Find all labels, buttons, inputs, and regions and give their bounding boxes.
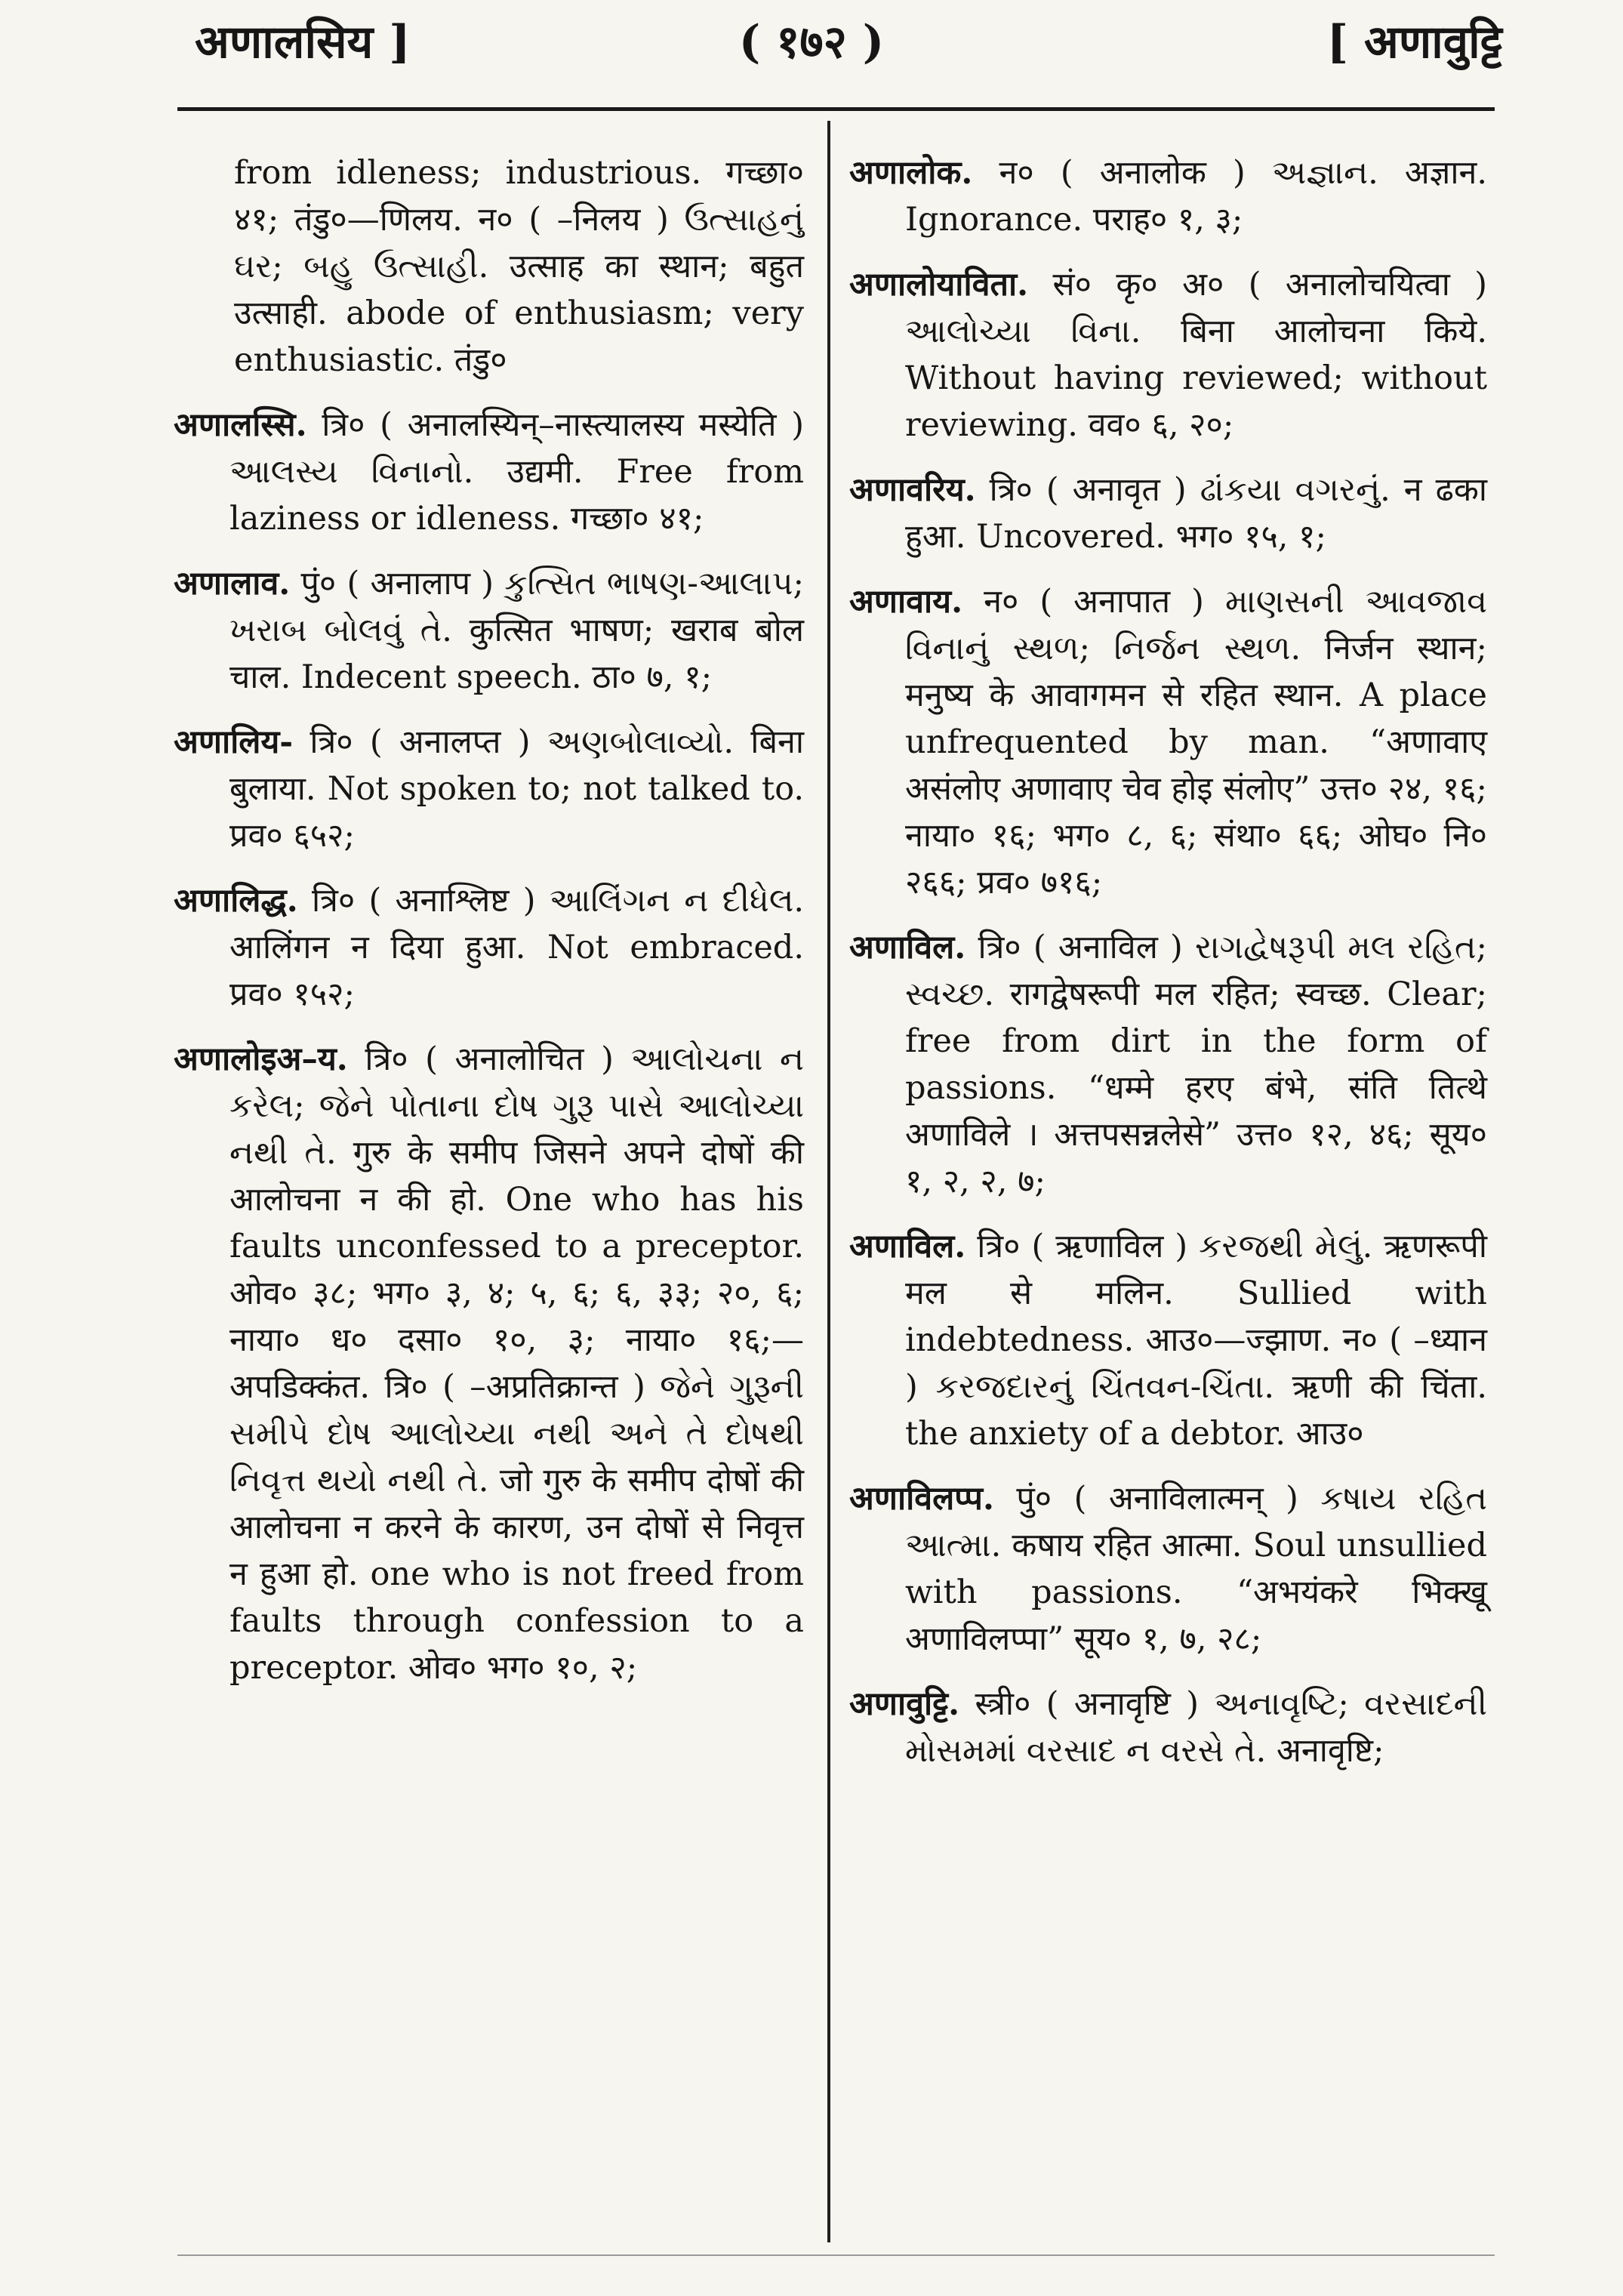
entry-headword: अणालिय- <box>174 723 294 761</box>
left-column <box>174 149 804 1709</box>
dictionary-entry <box>174 149 804 384</box>
entry-text: त्रि० ( अनाश्लिष्ट ) આલિંગન ન દીધેલ. आलिंगन न दिया हुआ. Not embraced. प्रव० १५२; <box>229 882 804 1013</box>
dictionary-entry <box>849 261 1487 448</box>
entry-text: त्रि० ( ऋणाविल ) કરજથી મેલું. ऋणरूपी मल से मलिन. Sullied with indebtedness. आउ०—ज्झाण. न० ( –ध्यान ) કરજદારનું ચિંતવન-ચિંતા. ऋणी की चिंता. the anxiety of a debtor. आउ० <box>905 1228 1487 1453</box>
dictionary-entry <box>174 719 804 859</box>
entry-headword: अणालोइअ–य. <box>174 1040 348 1078</box>
dictionary-entry <box>849 467 1487 560</box>
entry-text: त्रि० ( अनावृत ) ઢાંકયા વગરનું. न ढका हुआ. Uncovered. भग० १५, १; <box>905 471 1487 556</box>
entry-headword: अणावाय. <box>849 583 963 621</box>
dictionary-entry <box>174 560 804 701</box>
dictionary-entry <box>849 1223 1487 1457</box>
header-rule <box>177 107 1495 111</box>
bottom-edge-line <box>177 2254 1495 2256</box>
entry-headword: अणाविल. <box>849 929 966 966</box>
dictionary-entry <box>849 149 1487 243</box>
dictionary-entry <box>849 1475 1487 1663</box>
right-column <box>849 149 1487 1792</box>
entry-headword: अणालोक. <box>849 154 973 192</box>
entry-text: न० ( अनापात ) માણસની આવજાવ વિનાનું સ્થળ; નિર્જન સ્થળ. निर्जन स्थान; मनुष्य के आवागमन से रहित स्थान. A place unfrequented by man. “अणावाए असंलोए अणावाए चेव होइ संलोए” उत्त० २४, १६; नाया० १६; भग० ८, ६; संथा० ६६; ओघ० नि० २६६; प्रव० ७१६; <box>905 583 1487 901</box>
entry-text: त्रि० ( अनालोचित ) આલોચના ન કરેલ; જેને પોતાના દોષ ગુરૂ પાસે આલોચ્યા નથી તે. गुरु के समीप जिसने अपने दोषों की आलोचना न की हो. One who has his faults unconfessed to a preceptor. ओव० ३८; भग० ३, ४; ५, ६; ६, ३३; २०, ६; नाया० ध० दसा० १०, ३; नाया० १६;—अपडिक्कंत. त्रि० ( –अप्रतिक्रान्त ) જેને ગુરૂની સમીપે દોષ આલોચ્યા નથી અને તે દોષથી નિવૃત્ત થયો નથી તે. जो गुरु के समीप दोषों की आलोचना न करने के कारण, उन दोषों से निवृत्त न हुआ हो. one who is not freed from faults through confession to a preceptor. ओव० भग० १०, २; <box>229 1040 805 1687</box>
entry-text: पुं० ( अनालाप ) કુત્સિત ભાષણ-આલાપ; ખરાબ બોલવું તે. कुत्सित भाषण; खराब बोल चाल. Indecent speech. ठा० ७, १; <box>229 565 804 696</box>
dictionary-entry <box>849 924 1487 1205</box>
entry-headword: अणाविल. <box>849 1228 966 1265</box>
entry-text: पुं० ( अनाविलात्मन् ) કષાય રહિત આત્મા. कषाय रहित आत्मा. Soul unsullied with passions. “अभयंकरे भिक्खू अणाविलप्पा” सूय० १, ७, २८; <box>905 1480 1487 1658</box>
entry-headword: अणावुट्टि. <box>849 1685 960 1723</box>
entry-headword: अणालोयाविता. <box>849 266 1029 304</box>
dictionary-entry <box>174 877 804 1018</box>
entry-headword: अणावरिय. <box>849 471 976 509</box>
dictionary-entry <box>174 1036 804 1691</box>
dictionary-entry <box>849 578 1487 906</box>
entry-text: त्रि० ( अनाविल ) રાગદ્વેષરૂપી મલ રહિત; સ્વચ્છ. रागद्वेषरूपी मल रहित; स्वच्छ. Clear; free from dirt in the form of passions. “धम्मे हरए बंभे, संति तित्थे अणाविले । अत्तपसन्नलेसे” उत्त० १२, ४६; सूय० १, २, २, ७; <box>905 929 1487 1200</box>
header-left-guide-word: अणालसिय ] <box>195 16 411 69</box>
entry-headword: अणालिद्ध. <box>174 882 298 920</box>
entry-text: सं० कृ० अ० ( अनालोचयित्वा ) આલોચ્યા વિના. बिना आलोचना किये. Without having reviewed; without reviewing. वव० ६, २०; <box>905 266 1487 444</box>
entry-headword: अणालस्सि. <box>174 406 307 444</box>
page-number: ( १७२ ) <box>738 16 885 69</box>
entry-text: from idleness; industrious. गच्छा० ४१; तंडु०—णिलय. न० ( –निलय ) ઉત્સાહનું ઘર; બહુ ઉત્સાહી. उत्साह का स्थान; बहुत उत्साही. abode of enthusiasm; very enthusiastic. तंडु० <box>234 154 804 379</box>
entry-headword: अणाविलप्प. <box>849 1480 994 1518</box>
entry-text: त्रि० ( अनालप्त ) અણબોલાવ્યો. बिना बुलाया. Not spoken to; not talked to. प्रव० ६५२; <box>229 723 804 855</box>
entry-text: त्रि० ( अनालस्यिन्–नास्त्यालस्य मस्येति ) આલસ્ય વિનાનો. उद्यमी. Free from laziness or idleness. गच्छा० ४१; <box>229 406 804 538</box>
entry-text: न० ( अनालोक ) અજ્ઞાન. अज्ञान. Ignorance. पराह० १, ३; <box>905 154 1487 239</box>
entry-headword: अणालाव. <box>174 565 291 603</box>
column-divider <box>827 121 830 2242</box>
header-right-guide-word: [ अणावुट्टि <box>1326 16 1502 69</box>
dictionary-entry <box>849 1681 1487 1774</box>
dictionary-entry <box>174 402 804 542</box>
entry-text: स्त्री० ( अनावृष्टि ) અનાવૃષ્ટિ; વરસાદની મોસમમાં વરસાદ ન વરસે તે. अनावृष्टि; <box>905 1685 1487 1770</box>
